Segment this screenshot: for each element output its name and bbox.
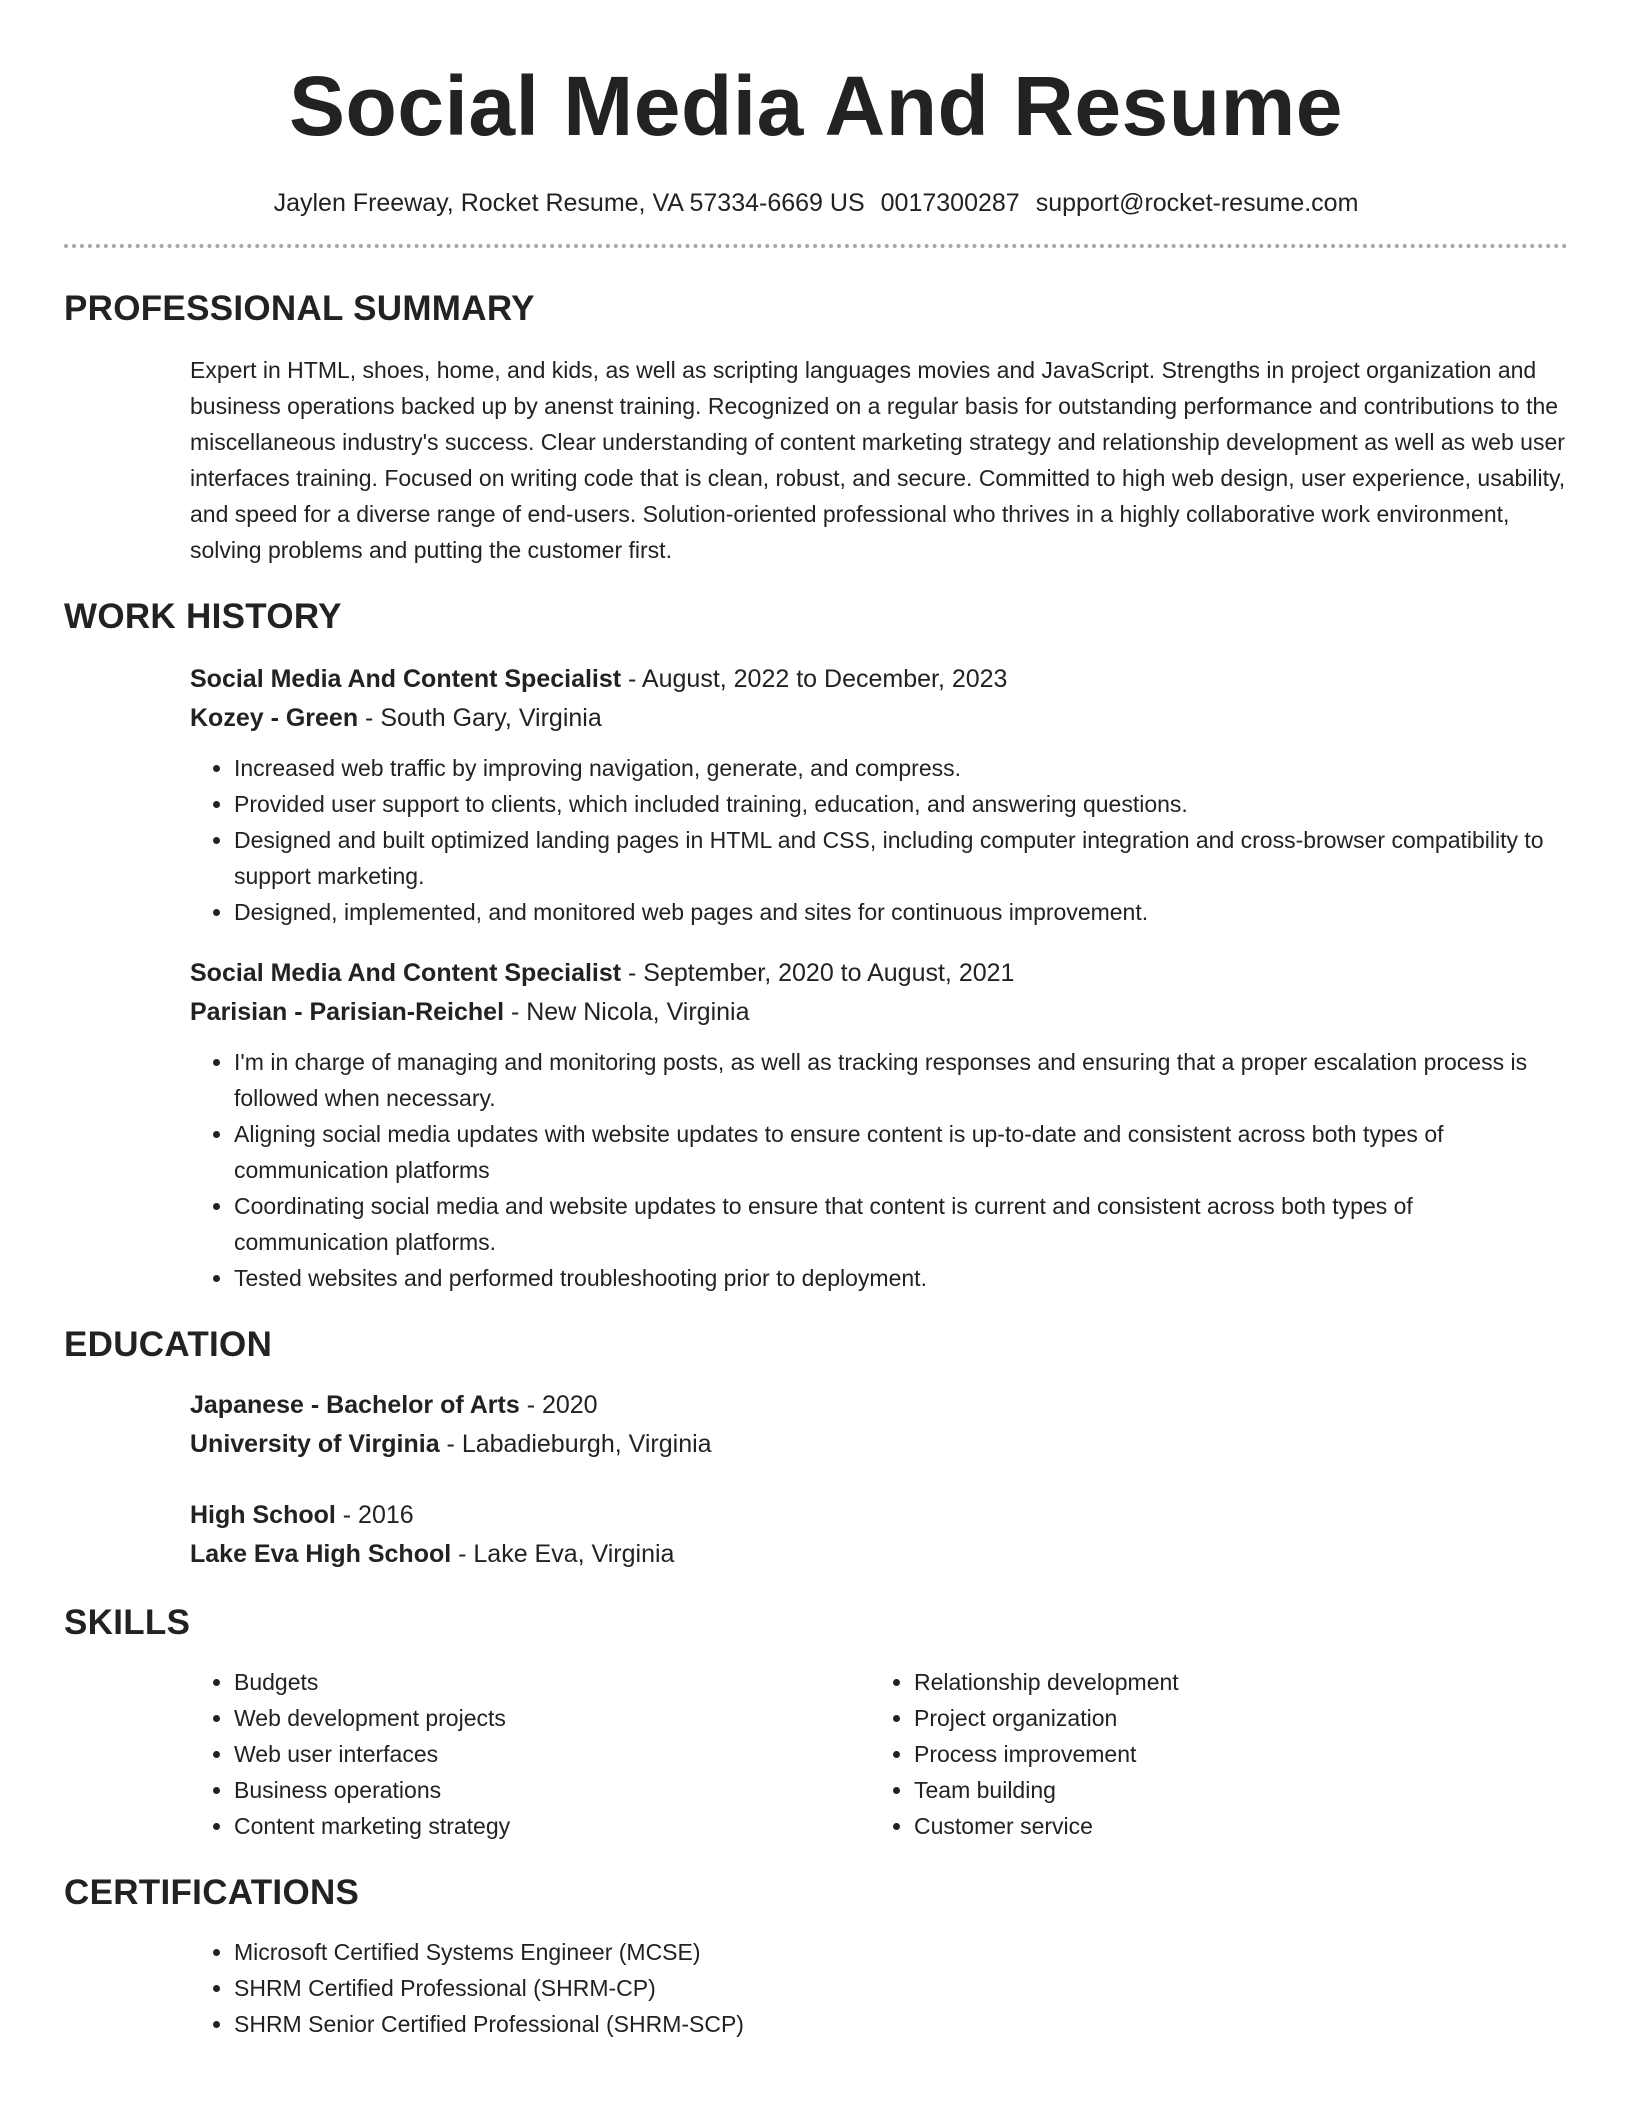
education-section bbox=[64, 1324, 1568, 1574]
summary-body bbox=[190, 352, 1568, 568]
certifications-list bbox=[190, 1934, 1568, 2042]
list-item: • Relationship development bbox=[914, 1664, 1514, 1700]
list-item: • Business operations bbox=[234, 1772, 870, 1808]
education-school-line bbox=[190, 1535, 1568, 1574]
education-school: University of Virginia bbox=[190, 1430, 440, 1458]
education-entry-2 bbox=[190, 1496, 1568, 1574]
job-company-line bbox=[190, 699, 1568, 738]
contact-phone: 0017300287 bbox=[880, 189, 1020, 217]
certifications-heading: CERTIFICATIONS bbox=[64, 1873, 360, 1912]
list-item: • Provided user support to clients, which included training, education, and answering questions. bbox=[234, 786, 1568, 822]
list-item: • Project organization bbox=[914, 1700, 1514, 1736]
education-entry-1 bbox=[190, 1386, 1568, 1464]
job-entry-2 bbox=[190, 954, 1568, 1296]
list-item: • Aligning social media updates with website updates to ensure content is up-to-date and consistent across both types of communication platforms bbox=[234, 1116, 1568, 1188]
list-item: • Designed and built optimized landing pages in HTML and CSS, including computer integration and cross-browser compatibility to support marketing. bbox=[234, 822, 1568, 894]
summary-text: Expert in HTML, shoes, home, and kids, as well as scripting languages movies and JavaScript. Strengths in project organization and business operations backed up by anenst training. Recognized on a regular basis for outstanding performance and contributions to the miscellaneous industry's success. Clear understanding of content marketing strategy and relationship development as well as web user interfaces training. Focused on writing code that is clean, robust, and secure. Committed to high web design, user experience, usability, and speed for a diverse range of end-users. Solution-oriented professional who thrives in a highly collaborative work environment, solving problems and putting the customer first. bbox=[190, 357, 1566, 563]
contact-address: Jaylen Freeway, Rocket Resume, VA 57334-6669 US bbox=[273, 189, 865, 217]
job-dates: - August, 2022 to December, 2023 bbox=[621, 665, 1008, 693]
education-body bbox=[190, 1386, 1568, 1574]
job-title: Social Media And Content Specialist bbox=[190, 959, 622, 987]
list-item: • Microsoft Certified Systems Engineer (MCSE) bbox=[234, 1934, 1568, 1970]
education-degree: High School bbox=[190, 1501, 336, 1529]
resume-title: Social Media And Resume bbox=[289, 59, 1343, 153]
contact-line bbox=[64, 188, 1568, 218]
skills-column-right bbox=[870, 1664, 1514, 1844]
skills-section bbox=[64, 1602, 1568, 1844]
skills-column-left bbox=[190, 1664, 870, 1844]
list-item: • I'm in charge of managing and monitoring posts, as well as tracking responses and ensuring that a proper escalation process is followed when necessary. bbox=[234, 1044, 1568, 1116]
education-degree-line bbox=[190, 1496, 1568, 1535]
skills-heading: SKILLS bbox=[64, 1603, 191, 1642]
education-school-line bbox=[190, 1425, 1568, 1464]
list-item: • Team building bbox=[914, 1772, 1514, 1808]
list-item: • Customer service bbox=[914, 1808, 1514, 1844]
education-year: - 2020 bbox=[519, 1391, 598, 1419]
job-dates: - September, 2020 to August, 2021 bbox=[621, 959, 1015, 987]
education-degree: Japanese - Bachelor of Arts bbox=[190, 1391, 520, 1419]
job-title-line bbox=[190, 954, 1568, 993]
list-item: • SHRM Certified Professional (SHRM-CP) bbox=[234, 1970, 1568, 2006]
list-item: • Web development projects bbox=[234, 1700, 870, 1736]
skills-grid bbox=[190, 1664, 1568, 1844]
education-school: Lake Eva High School bbox=[190, 1540, 452, 1568]
list-item: • Designed, implemented, and monitored web pages and sites for continuous improvement. bbox=[234, 894, 1568, 930]
summary-heading: PROFESSIONAL SUMMARY bbox=[64, 289, 535, 328]
work-heading: WORK HISTORY bbox=[64, 597, 342, 636]
resume-page bbox=[64, 0, 1568, 2042]
list-item: • Coordinating social media and website updates to ensure that content is current and consistent across both types of communication platforms. bbox=[234, 1188, 1568, 1260]
job-company: Parisian - Parisian-Reichel bbox=[190, 998, 505, 1026]
list-item: • SHRM Senior Certified Professional (SHRM-SCP) bbox=[234, 2006, 1568, 2042]
education-location: - Lake Eva, Virginia bbox=[451, 1540, 675, 1568]
list-item: • Tested websites and performed troubleshooting prior to deployment. bbox=[234, 1260, 1568, 1296]
education-location: - Labadieburgh, Virginia bbox=[439, 1430, 712, 1458]
job-company: Kozey - Green bbox=[190, 704, 359, 732]
job-bullets bbox=[190, 750, 1568, 930]
list-item: • Content marketing strategy bbox=[234, 1808, 870, 1844]
job-location: - South Gary, Virginia bbox=[358, 704, 602, 732]
list-item: • Process improvement bbox=[914, 1736, 1514, 1772]
job-location: - New Nicola, Virginia bbox=[504, 998, 750, 1026]
job-bullets bbox=[190, 1044, 1568, 1296]
summary-section bbox=[64, 288, 1568, 568]
education-heading: EDUCATION bbox=[64, 1325, 273, 1364]
certifications-body bbox=[190, 1934, 1568, 2042]
job-entry-1 bbox=[190, 660, 1568, 930]
job-title-line bbox=[190, 660, 1568, 699]
list-item: • Increased web traffic by improving navigation, generate, and compress. bbox=[234, 750, 1568, 786]
work-body bbox=[190, 660, 1568, 1296]
certifications-section bbox=[64, 1872, 1568, 2042]
header-divider bbox=[64, 244, 1568, 248]
job-company-line bbox=[190, 993, 1568, 1032]
education-year: - 2016 bbox=[335, 1501, 414, 1529]
list-item: • Web user interfaces bbox=[234, 1736, 870, 1772]
job-title: Social Media And Content Specialist bbox=[190, 665, 622, 693]
skills-body bbox=[190, 1664, 1568, 1844]
work-section bbox=[64, 596, 1568, 1296]
list-item: • Budgets bbox=[234, 1664, 870, 1700]
contact-email: support@rocket-resume.com bbox=[1035, 189, 1359, 217]
education-degree-line bbox=[190, 1386, 1568, 1425]
